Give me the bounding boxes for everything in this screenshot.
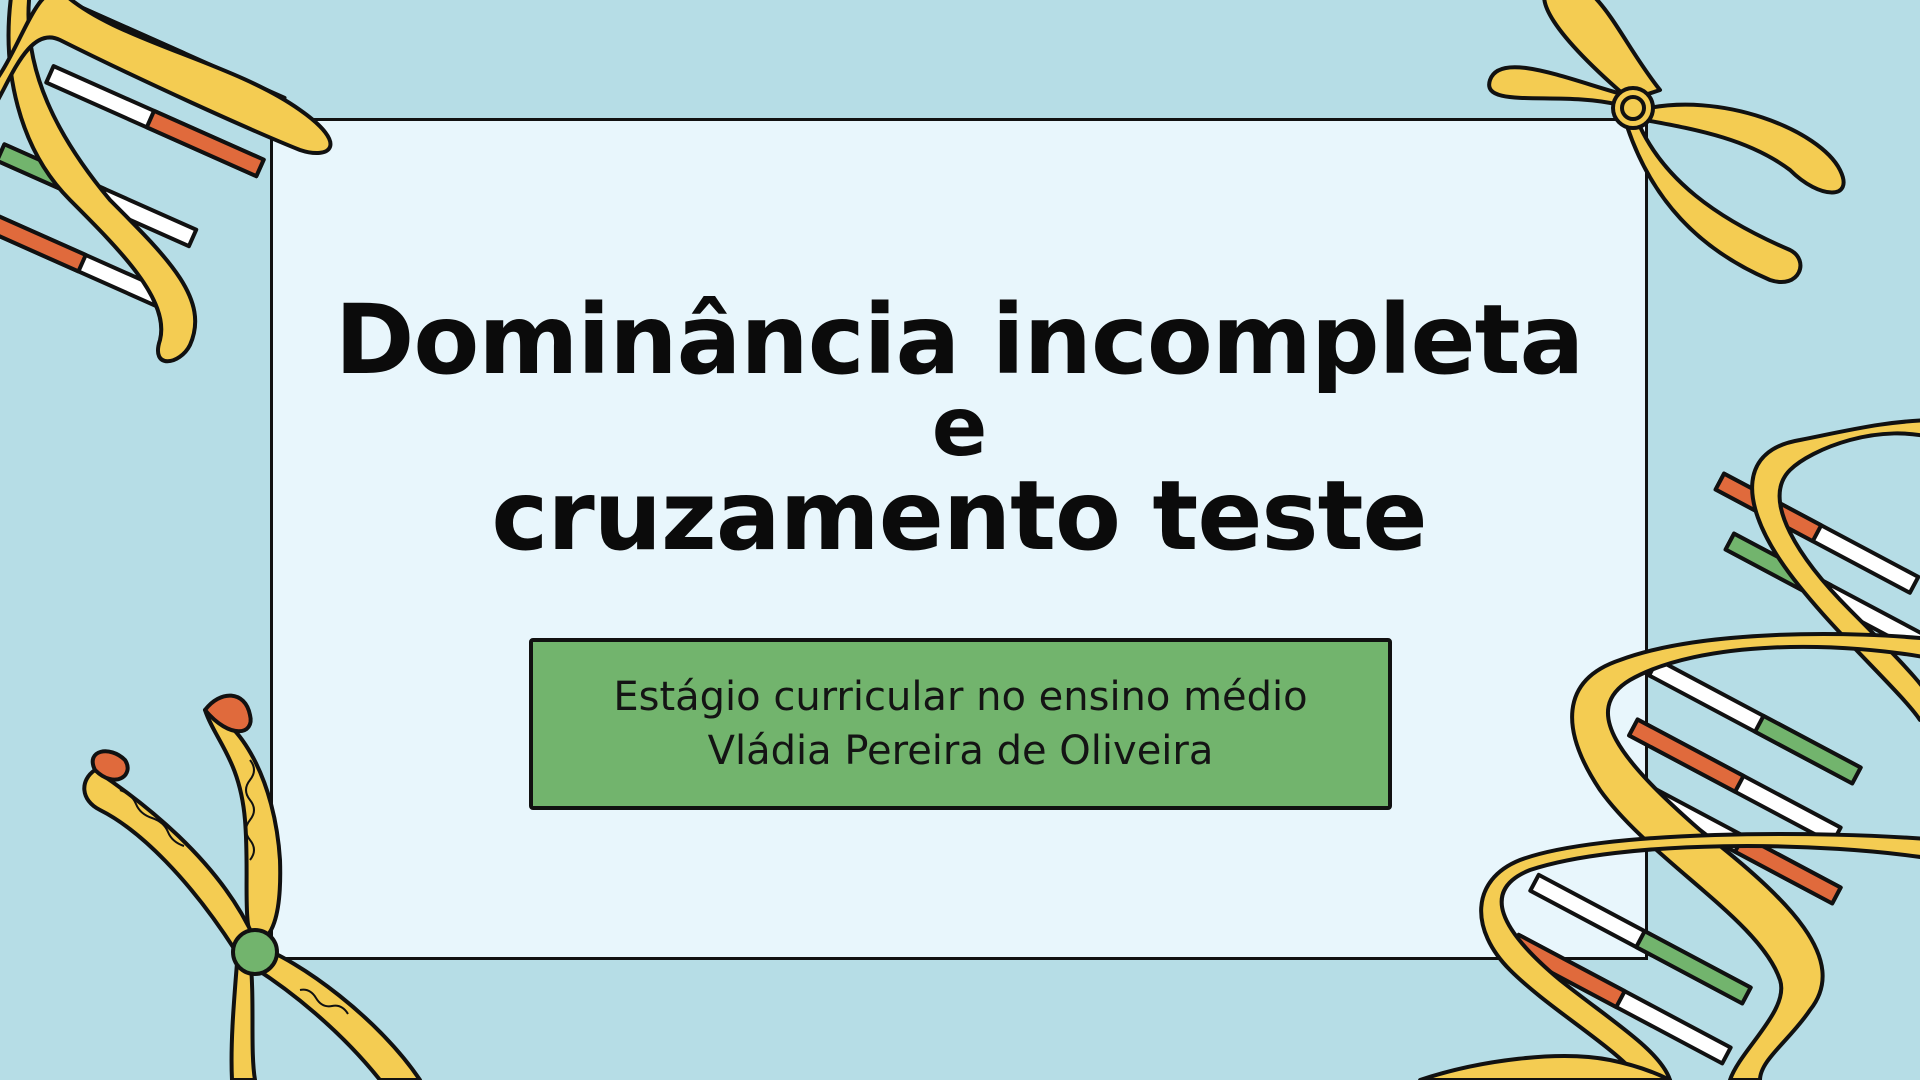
subtitle-box (529, 638, 1392, 810)
subtitle-author: Vládia Pereira de Oliveira (707, 728, 1214, 774)
title-line-1: Dominância incompleta (334, 284, 1584, 396)
title-line-3: cruzamento teste (491, 460, 1427, 572)
title-line-2: e (931, 380, 987, 475)
slide-title (270, 285, 1648, 571)
subtitle-course: Estágio curricular no ensino médio (613, 674, 1308, 720)
